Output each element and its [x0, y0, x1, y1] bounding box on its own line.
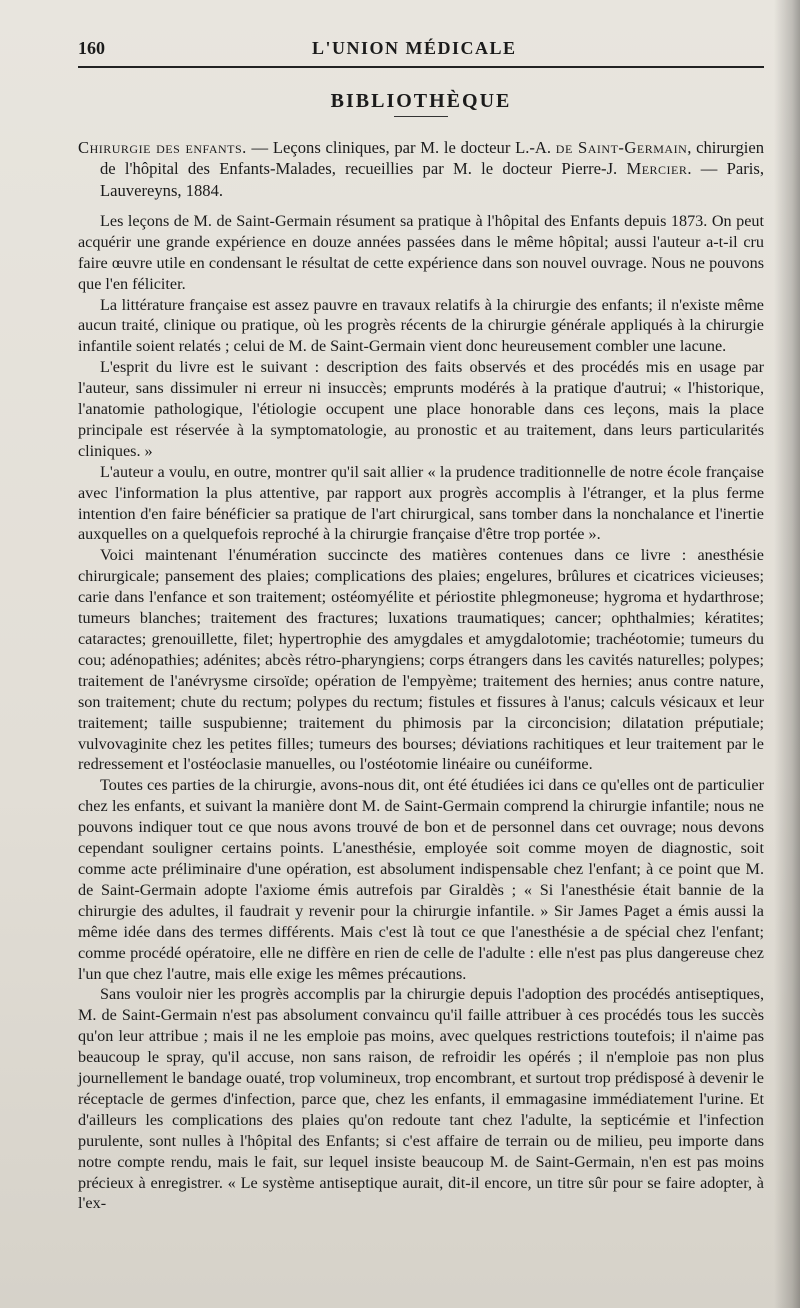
- citation-editor: Mercier: [626, 159, 688, 179]
- paragraph: Voici maintenant l'énumération succincte des matières contenues dans ce livre : anesthésie chirurgicale; pansement des plaies; complications des plaies; engelures, brûlures et cicatrices vicieuses; carie dans l'enfance et son traitement; ostéomyélite et périostite phlegmoneuse; hygroma et hydarthrose; tumeurs blanches; traitement des fractures; luxations traumatiques; cancer; ophthalmies; kératites; cataractes; grenouillette, filet; hypertrophie des amygdales et amygdalotomie; trachéotomie; tumeurs du cou; adénopathies; adénites; abcès rétro-pharyngiens; corps étrangers dans les cavités naturelles; polypes; traitement de l'anévrysme cirsoïde; opération de l'empyème; traitement des hernies; anus contre nature, son traitement; chute du rectum; polypes du rectum; fistules et fissures à l'anus; calculs vésicaux et leur traitement; taille suspubienne; traitement du phimosis par la circoncision; dilatation préputiale; vulvovaginite chez les petites filles; tumeurs des bourses; déviations rachitiques et leur traitement par le redressement et l'ostéoclasie manuelles, ou l'ostéotomie linéaire ou cunéiforme.: [78, 546, 764, 774]
- review-body: [78, 211, 764, 1215]
- citation-author: de Saint-Germain: [555, 138, 688, 157]
- citation-subject: Chirurgie des enfants.: [78, 138, 247, 157]
- page-edge-shadow: [774, 0, 800, 1308]
- citation-dash: —: [246, 138, 273, 157]
- paragraph: Sans vouloir nier les progrès accomplis par la chirurgie depuis l'adoption des procédés antiseptiques, M. de Saint-Germain n'est pas absolument convaincu qu'il faille attribuer à ces procédés tous les succès qu'on leur attribue ; mais il ne les emploie pas moins, avec quelques restrictions toutefois; il n'aime pas beaucoup le spray, qu'il accuse, non sans raison, de refroidir les opérés ; il n'emploie pas non plus journellement le bandage ouaté, trop volumineux, trop encombrant, et surtout trop prédisposé à devenir le réceptacle de germes d'infection, parce que, chez les enfants, il emmagasine immédiatement l'urine. Et d'ailleurs les complications des plaies qu'on redoute tant chez l'adulte, la septicémie et l'infection purulente, sont nulles à l'hôpital des Enfants; si c'est affaire de terrain ou de milieu, peu importe dans notre compte rendu, mais le fait, sur lequel insiste beaucoup M. de Saint-Germain, n'en est pas moins précieux à enregistrer. « Le système antiseptique aurait, dit-il encore, un titre sûr pour se faire adopter, à l'ex-: [78, 985, 764, 1213]
- paragraph: Les leçons de M. de Saint-Germain résument sa pratique à l'hôpital des Enfants depuis 1873. On peut acquérir une grande expérience en douze années passées dans le même hôpital; aussi l'auteur a-t-il cru faire œuvre utile en condensant le résultat de cette expérience dans son nouvel ouvrage. Nous ne pouvons que l'en féliciter.: [78, 211, 764, 293]
- running-head: [78, 34, 764, 64]
- citation-author-role: , chirurgien de l'hôpital des Enfants-Malades, recueillies par M. le docteur Pierre-J.: [100, 138, 765, 179]
- section-title-rule: [394, 116, 448, 117]
- paragraph: L'auteur a voulu, en outre, montrer qu'il sait allier « la prudence traditionnelle de notre école française avec l'information la plus attentive, par rapport aux progrès accomplis à l'étranger, et la plus ferme intention d'en faire bénéficier sa pratique de l'art chirurgical, sans tomber dans la nonchalance et l'inertie auxquelles on a quelquefois reproché à la chirurgie française d'être trop portée ».: [78, 462, 764, 544]
- paragraph: La littérature française est assez pauvre en travaux relatifs à la chirurgie des enfants; il n'existe même aucun traité, clinique ou pratique, où les progrès récents de la chirurgie générale appliqués à la chirurgie infantile soient relatés ; celui de M. de Saint-Germain vient donc heureusement combler une lacune.: [78, 295, 764, 356]
- header-rule: [78, 66, 764, 68]
- section-title: BIBLIOTHÈQUE: [330, 90, 512, 112]
- page-number: 160: [78, 38, 105, 58]
- citation-publisher: . — Paris, Lauvereyns, 1884.: [100, 159, 764, 200]
- journal-title: L'UNION MÉDICALE: [312, 38, 517, 58]
- paragraph: Toutes ces parties de la chirurgie, avons-nous dit, ont été étudiées ici dans ce qu'elles ont de particulier chez les enfants, et suivant la manière dont M. de Saint-Germain comprend la chirurgie infantile; nous ne pouvons indiquer tout ce que nous avons trouvé de bon et de personnel dans cet ouvrage; nous devons cependant souligner certains points. L'anesthésie, employée soit comme moyen de diagnostic, soit comme acte préliminaire d'une opération, est absolument indispensable chez l'enfant; à ce point que M. de Saint-Germain adopte l'axiome émis autrefois par Giraldès ; « Si l'anesthésie était bannie de la chirurgie des adultes, il faudrait y revenir pour la chirurgie infantile. » Sir James Paget a émis aussi la même idée dans des termes différents. Mais c'est là tout ce que l'anesthésie a de spécial chez l'enfant; comme procédé opératoire, elle ne diffère en rien de celle de l'adulte : elle n'est pas plus dangereuse chez l'un que chez l'autre, mais elle exige les mêmes précautions.: [78, 776, 764, 983]
- paragraph: L'esprit du livre est le suivant : description des faits observés et des procédés mis en usage par l'auteur, sans dissimuler ni erreur ni insuccès; emprunts modérés à la pratique d'autrui; « l'historique, l'anatomie pathologique, l'étiologie occupent une place honorable dans ces leçons, mais la place principale est réservée à la symptomatologie, au pronostic et au traitement, dans leurs particularités cliniques. »: [78, 358, 764, 460]
- book-citation: [78, 137, 764, 201]
- citation-title: Leçons cliniques, par M. le docteur L.-A.: [272, 138, 556, 157]
